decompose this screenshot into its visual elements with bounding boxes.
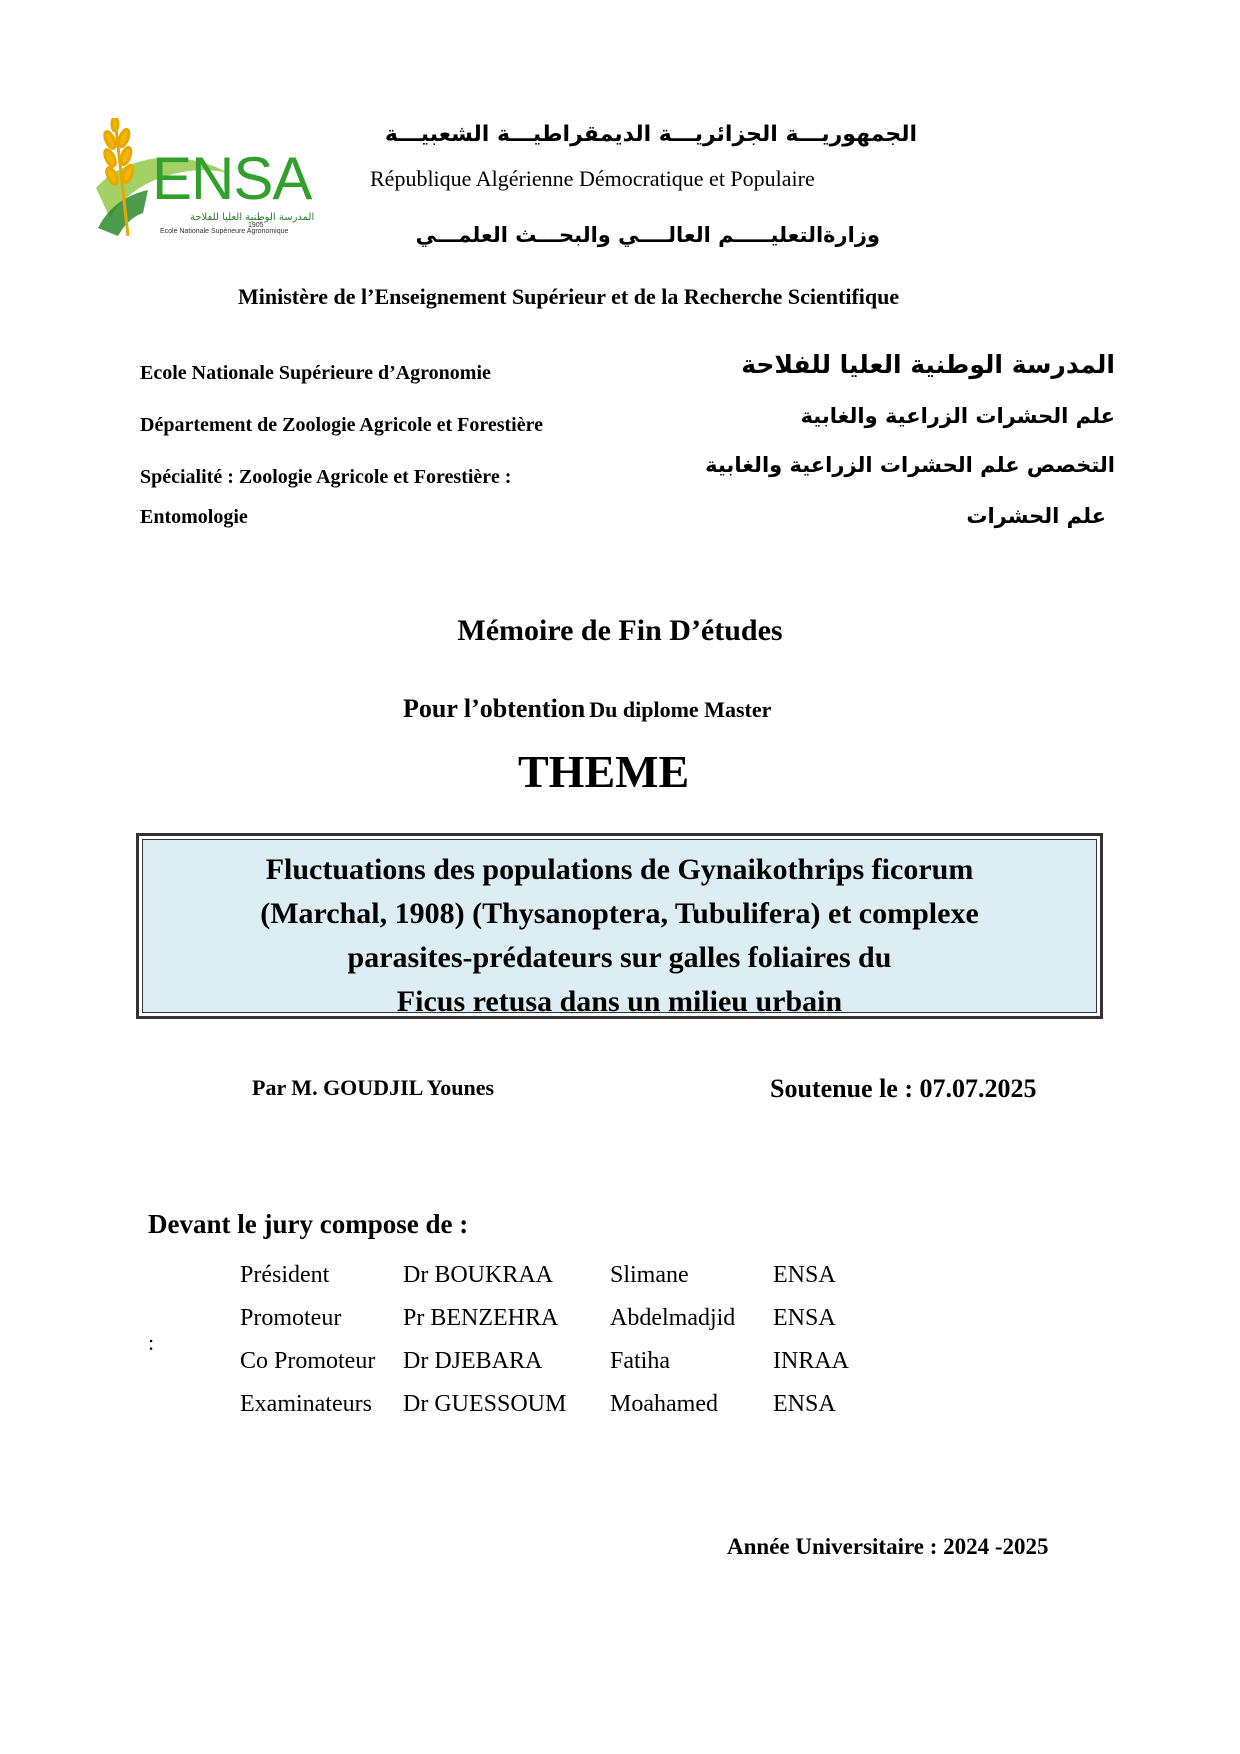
arabic-speciality-entomology: علم الحشرات bbox=[966, 504, 1106, 528]
jury-member-institution: ENSA bbox=[773, 1305, 836, 1331]
theme-text bbox=[139, 848, 1100, 1024]
jury-title: Devant le jury compose de : bbox=[148, 1209, 469, 1239]
theme-line: Ficus retusa dans un milieu urbain bbox=[396, 985, 843, 1018]
speciality-label: Spécialité : Zoologie Agricole et Forestière : bbox=[140, 466, 512, 488]
logo-year: 1905 bbox=[248, 222, 264, 229]
speciality-entomology: Entomologie bbox=[140, 506, 248, 528]
french-republic-title: République Algérienne Démocratique et Populaire bbox=[370, 166, 815, 191]
obtention-prefix: Pour l’obtention bbox=[403, 694, 586, 723]
jury-member-first-name: Slimane bbox=[610, 1262, 689, 1288]
logo-subtitle: Ecole Nationale Supérieure Agronomique bbox=[160, 228, 289, 235]
jury-colon: : bbox=[148, 1330, 155, 1355]
defense-date: Soutenue le : 07.07.2025 bbox=[770, 1074, 1037, 1103]
memoire-title: Mémoire de Fin D’études bbox=[457, 614, 783, 647]
jury-member-first-name: Fatiha bbox=[610, 1348, 670, 1374]
arabic-school-name: المدرسة الوطنية العليا للفلاحة bbox=[741, 350, 1115, 379]
jury-member-title: Dr GUESSOUM bbox=[403, 1391, 567, 1417]
theme-box bbox=[136, 833, 1103, 1019]
arabic-republic-title: الجمهوريـــة الجزائريـــة الديمقراطيـــة الشعبيـــة bbox=[384, 122, 917, 147]
ensa-logo bbox=[88, 118, 313, 243]
arabic-ministry-title: وزارةالتعليـــــم العالــــي والبحـــث العلمـــي bbox=[415, 223, 880, 247]
jury-member-title: Dr DJEBARA bbox=[403, 1348, 543, 1374]
jury-member-institution: ENSA bbox=[773, 1391, 836, 1417]
logo-wordmark: ENSA bbox=[152, 145, 312, 212]
jury-role: Co Promoteur bbox=[240, 1348, 376, 1374]
logo-arabic-caption: المدرسة الوطنية العليا للفلاحة bbox=[190, 212, 315, 223]
arabic-speciality: التخصص علم الحشرات الزراعية والغابية bbox=[705, 453, 1115, 477]
diploma-label: Du diplome Master bbox=[589, 697, 772, 722]
academic-year: Année Universitaire : 2024 -2025 bbox=[727, 1534, 1049, 1559]
jury-role: Examinateurs bbox=[240, 1391, 372, 1417]
theme-line: Fluctuations des populations de Gynaikothrips ficorum bbox=[265, 853, 974, 886]
jury-member-title: Dr BOUKRAA bbox=[403, 1262, 553, 1288]
jury-role: Président bbox=[240, 1262, 330, 1288]
school-name: Ecole Nationale Supérieure d’Agronomie bbox=[140, 362, 491, 384]
obtention-line bbox=[403, 694, 771, 724]
jury-role: Promoteur bbox=[240, 1305, 342, 1331]
arabic-department-name: علم الحشرات الزراعية والغابية bbox=[800, 404, 1115, 428]
theme-line: parasites-prédateurs sur galles foliaires du bbox=[347, 941, 892, 974]
jury-member-first-name: Abdelmadjid bbox=[610, 1305, 736, 1331]
french-ministry-title: Ministère de l’Enseignement Supérieur et de la Recherche Scientifique bbox=[238, 284, 900, 309]
jury-member-institution: ENSA bbox=[773, 1262, 836, 1288]
theme-line: (Marchal, 1908) (Thysanoptera, Tubulifera) et complexe bbox=[260, 897, 979, 930]
author-name: Par M. GOUDJIL Younes bbox=[252, 1075, 495, 1100]
department-name: Département de Zoologie Agricole et Forestière bbox=[140, 414, 544, 436]
jury-member-institution: INRAA bbox=[773, 1348, 849, 1374]
jury-member-title: Pr BENZEHRA bbox=[403, 1305, 559, 1331]
theme-heading: THEME bbox=[518, 746, 690, 797]
jury-member-first-name: Moahamed bbox=[610, 1391, 718, 1417]
